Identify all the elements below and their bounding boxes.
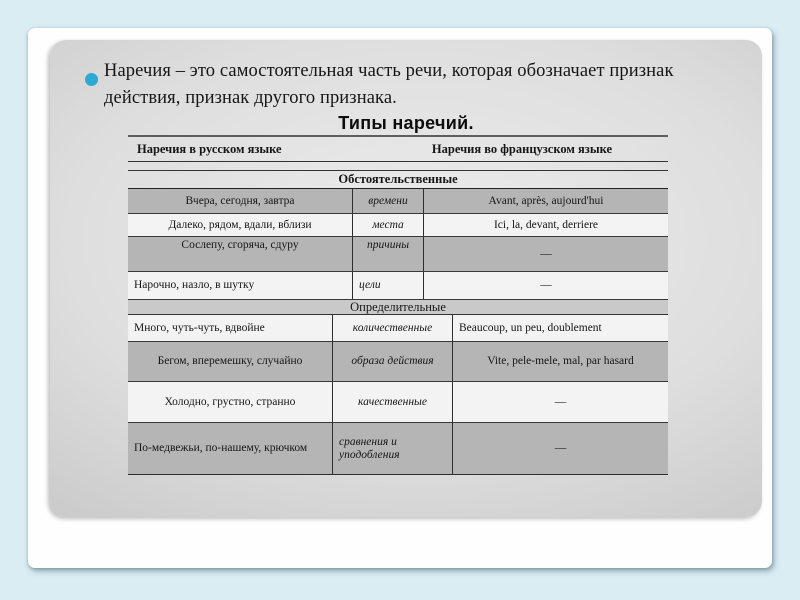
cell-russian: Вчера, сегодня, завтра (185, 194, 295, 207)
section-title-circumstantial: Обстоятельственные (128, 171, 668, 189)
table-row (128, 382, 668, 423)
adverb-types-table (128, 135, 668, 475)
slide (28, 28, 772, 568)
cell-russian: Много, чуть-чуть, вдвойне (134, 321, 265, 334)
header-russian: Наречия в русском языке (137, 141, 282, 156)
header-divider-gap (128, 162, 668, 171)
table-row (128, 214, 668, 237)
cell-russian: Сослепу, сгоряча, сдуру (181, 239, 299, 251)
cell-russian: Бегом, вперемешку, случайно (157, 355, 303, 367)
table-row (128, 315, 668, 342)
cell-category: причины (352, 237, 424, 271)
cell-russian: Далеко, рядом, вдали, вблизи (168, 218, 312, 231)
cell-category: качественные (332, 382, 453, 422)
definition-line-2: действия, признак другого признака. (104, 88, 397, 108)
cell-category: цели (352, 272, 424, 299)
cell-russian: Нарочно, назло, в шутку (134, 279, 255, 291)
definition-line-1: Наречия – это самостоятельная часть речи, которая обозначает признак (104, 61, 674, 81)
table-row (128, 272, 668, 300)
cell-category: образа действия (332, 342, 453, 381)
section-title-qualifying: Определительные (128, 300, 668, 315)
cell-russian: Холодно, грустно, странно (164, 395, 296, 408)
table-row (128, 342, 668, 382)
cell-category: количественные (332, 315, 453, 341)
cell-russian: По-медвежьи, по-нашему, крючком (134, 442, 308, 454)
cell-french: Ici, la, devant, derriere (493, 218, 599, 231)
cell-french: Beaucoup, un peu, doublement (459, 321, 602, 334)
header-french: Наречия во французском языке (431, 141, 613, 156)
table-row (128, 423, 668, 475)
cell-category: места (352, 214, 424, 236)
cell-french: — (554, 442, 567, 454)
definition-paragraph (104, 58, 752, 112)
slide-content-panel (50, 40, 762, 517)
table-row (128, 237, 668, 272)
cell-french: Vite, pele-mele, mal, par hasard (487, 355, 634, 367)
cell-french: Avant, après, aujourd'hui (488, 194, 604, 207)
cell-category: сравнения и уподобления (332, 423, 453, 474)
table-header-row (128, 137, 668, 162)
slide-title: Типы наречий. (338, 113, 474, 133)
cell-category: времени (352, 189, 424, 213)
cell-french: — (540, 279, 552, 291)
table-row (128, 189, 668, 214)
bullet-icon (85, 73, 98, 86)
cell-french: — (540, 247, 552, 260)
cell-french: — (554, 395, 567, 408)
